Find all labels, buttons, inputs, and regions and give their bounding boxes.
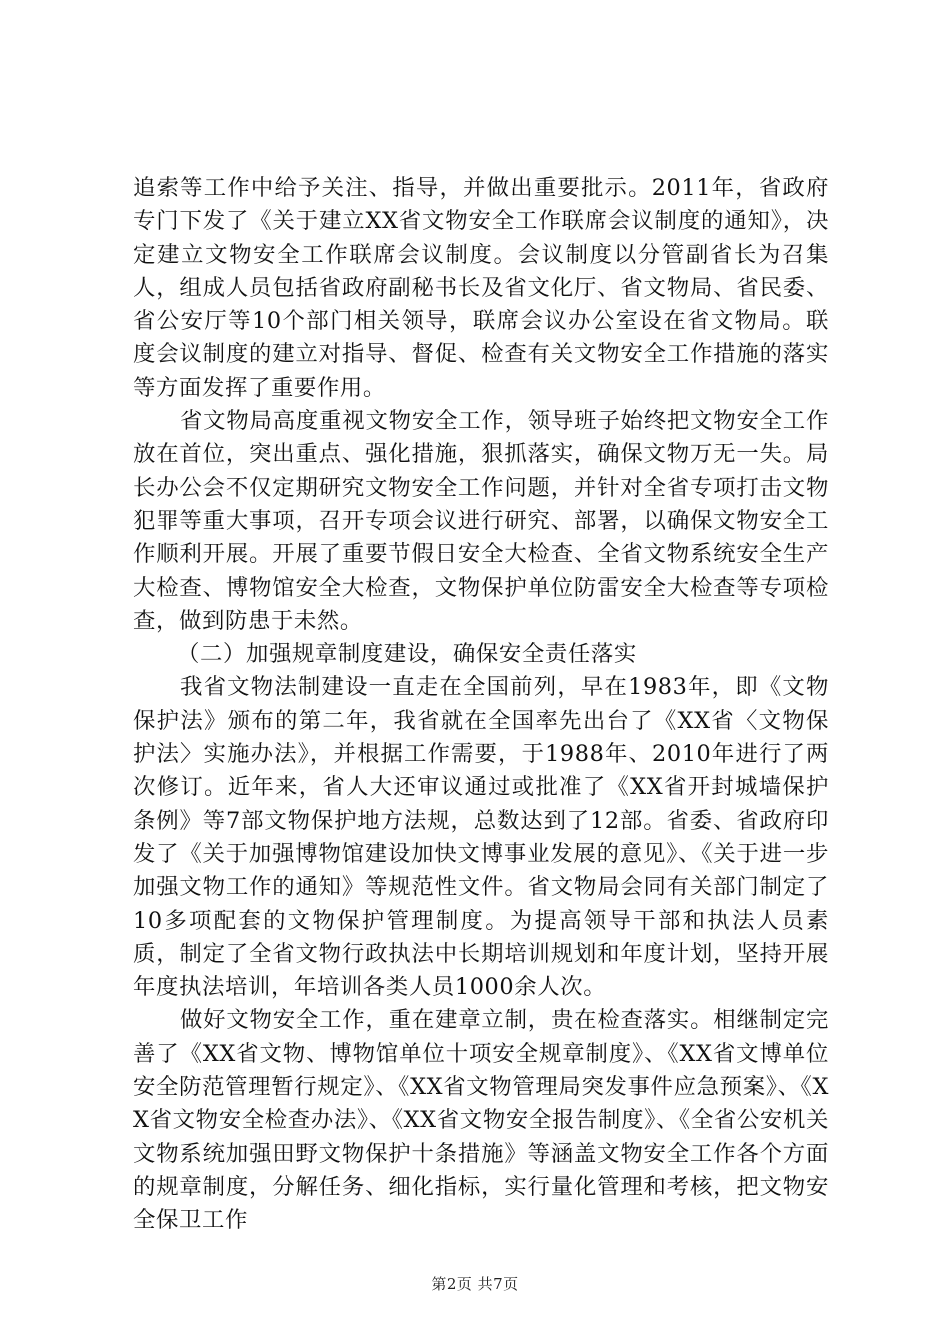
paragraph: 省文物局高度重视文物安全工作，领导班子始终把文物安全工作放在首位，突出重点、强化措施，狠抓落实，确保文物万无一失。局长办公会不仅定期研究文物安全工作问题，并针对全省专项打击文物犯罪等重大事项，召开专项会议进行研究、部署，以确保文物安全工作顺利开展。开展了重要节假日安全大检查、全省文物系统安全生产大检查、博物馆安全大检查，文物保护单位防雷安全大检查等专项检查，做到防患于未然。 <box>133 408 829 634</box>
paragraph: 我省文物法制建设一直走在全国前列，早在1983年，即《文物保护法》颁布的第二年，我省就在全国率先出台了《XX省〈文物保护法〉实施办法》，并根据工作需要，于1988年、2010年进行了两次修订。近年来，省人大还审议通过或批准了《XX省开封城墙保护条例》等7部文物保护地方法规，总数达到了12部。省委、省政府印发了《关于加强博物馆建设加快文博事业发展的意见》、《关于进一步加强文物工作的通知》等规范性文件。省文物局会同有关部门制定了10多项配套的文物保护管理制度。为提高领导干部和执法人员素质，制定了全省文物行政执法中长期培训规划和年度计划，坚持开展年度执法培训，年培训各类人员1000余人次。 <box>133 674 829 1001</box>
paragraph-continuation: 追索等工作中给予关注、指导，并做出重要批示。2011年，省政府专门下发了《关于建立XX省文物安全工作联席会议制度的通知》，决定建立文物安全工作联席会议制度。会议制度以分管副省长为召集人，组成人员包括省政府副秘书长及省文化厅、省文物局、省民委、省公安厅等10个部门相关领导，联席会议办公室设在省文物局。联度会议制度的建立对指导、督促、检查有关文物安全工作措施的落实等方面发挥了重要作用。 <box>133 175 829 401</box>
section-heading: （二）加强规章制度建设，确保安全责任落实 <box>177 641 637 668</box>
page-number-footer: 第2页 共7页 <box>431 1275 519 1293</box>
document-body <box>133 172 829 1238</box>
paragraph: 做好文物安全工作，重在建章立制，贵在检查落实。相继制定完善了《XX省文物、博物馆单位十项安全规章制度》、《XX省文博单位安全防范管理暂行规定》、《XX省文物管理局突发事件应急预案》、《XX省文物安全检查办法》、《XX省文物安全报告制度》、《全省公安机关文物系统加强田野文物保护十条措施》等涵盖文物安全工作各个方面的规章制度，分解任务、细化指标，实行量化管理和考核，把文物安全保卫工作 <box>133 1007 829 1234</box>
